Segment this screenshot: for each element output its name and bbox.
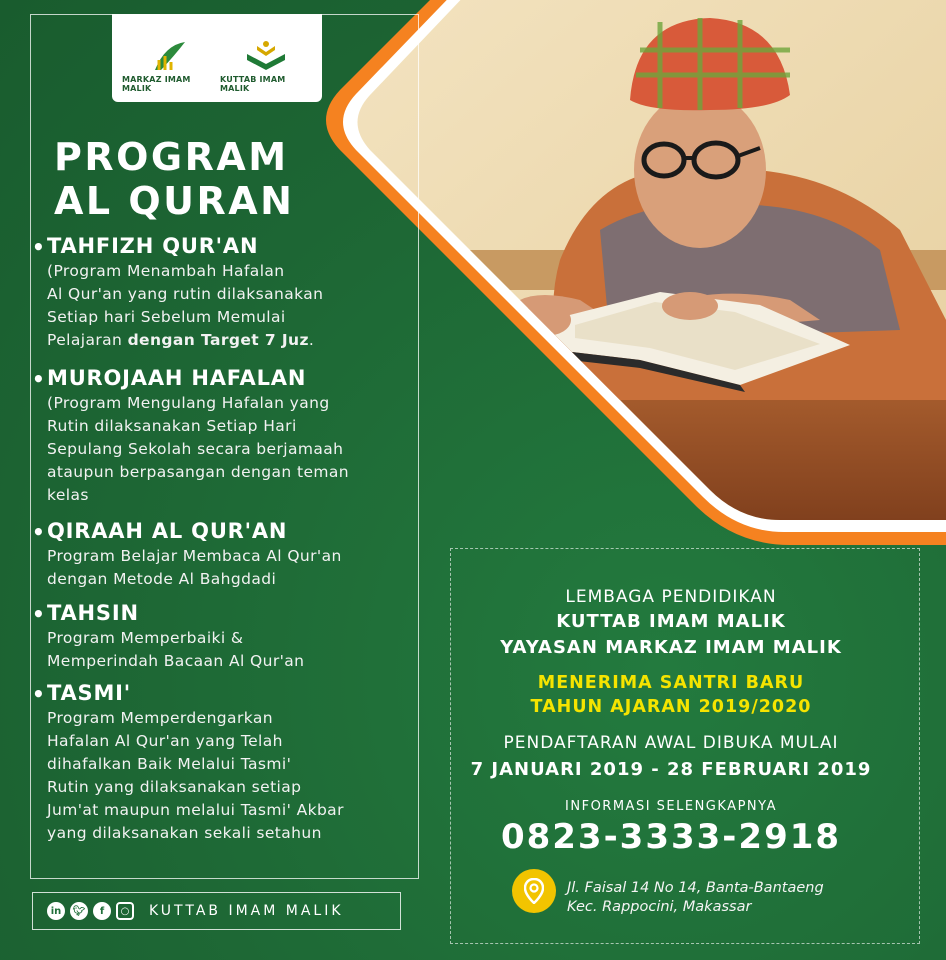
program-desc [47, 392, 415, 507]
program-name: TASMI' [47, 681, 132, 705]
markaz-logo-name: MARKAZ IMAM MALIK [122, 75, 191, 93]
twitter-icon[interactable]: 🐦︎ [70, 902, 88, 920]
desc-line: Program Belajar Membaca Al Qur'an [47, 547, 342, 565]
desc-line: Rutin dilaksanakan Setiap Hari [47, 417, 297, 435]
desc-line: Setiap hari Sebelum Memulai [47, 308, 286, 326]
program-desc [47, 260, 415, 352]
program-name: MUROJAAH HAFALAN [47, 366, 307, 390]
program-item [30, 232, 415, 352]
desc-line: Jum'at maupun melalui Tasmi' Akbar [47, 801, 344, 819]
desc-line: Hafalan Al Qur'an yang Telah [47, 732, 283, 750]
program-item [30, 517, 415, 591]
registration-dates: 7 JANUARI 2019 - 28 FEBRUARI 2019 [470, 759, 872, 780]
desc-line: dengan Metode Al Bahgdadi [47, 570, 277, 588]
desc-line: Memperindah Bacaan Al Qur'an [47, 652, 305, 670]
title-line-1: PROGRAM [54, 135, 289, 179]
info-label: INFORMASI SELENGKAPNYA [565, 799, 777, 814]
desc-line: Program Memperdengarkan [47, 709, 273, 727]
program-name: TAHFIZH QUR'AN [47, 234, 259, 258]
bullet-icon: • [32, 520, 45, 544]
quill-logo-icon [145, 40, 191, 74]
bullet-icon: • [32, 682, 45, 706]
registration-label: PENDAFTARAN AWAL DIBUKA MULAI [503, 733, 839, 753]
info-box [450, 548, 920, 944]
bullet-icon: • [32, 367, 45, 391]
bullet-icon: • [32, 235, 45, 259]
kuttab-logo [220, 28, 312, 94]
desc-line: Program Memperbaiki & [47, 629, 244, 647]
desc-line: (Program Menambah Hafalan [47, 262, 285, 280]
kuttab-logo-name: KUTTAB IMAM MALIK [220, 75, 286, 93]
bullet-icon: • [32, 602, 45, 626]
program-item [30, 364, 415, 507]
social-bar [32, 892, 401, 930]
address-line-1: Jl. Faisal 14 No 14, Banta-Bantaeng [567, 880, 824, 896]
title-line-2: AL QURAN [54, 179, 295, 223]
linkedin-icon[interactable]: in [47, 902, 65, 920]
address [567, 879, 824, 917]
desc-line: (Program Mengulang Hafalan yang [47, 394, 330, 412]
target-highlight: dengan Target 7 Juz [127, 331, 309, 349]
program-desc [47, 545, 415, 591]
desc-line: Sepulang Sekolah secara berjamaah [47, 440, 344, 458]
institution-name: KUTTAB IMAM MALIK [556, 611, 786, 632]
address-line-2: Kec. Rappocini, Makassar [567, 899, 752, 915]
desc-line: ataupun berpasangan dengan teman [47, 463, 350, 481]
academic-year: TAHUN AJARAN 2019/2020 [530, 697, 812, 717]
desc-line: yang dilaksanakan sekali setahun [47, 824, 322, 842]
instagram-icon[interactable]: ○ [116, 902, 134, 920]
desc-line: Al Qur'an yang rutin dilaksanakan [47, 285, 324, 303]
program-desc [47, 707, 415, 845]
program-desc [47, 627, 415, 673]
social-handle[interactable]: KUTTAB IMAM MALIK [149, 903, 344, 919]
desc-line: dihafalkan Baik Melalui Tasmi' [47, 755, 292, 773]
desc-line: Rutin yang dilaksanakan setiap [47, 778, 302, 796]
markaz-logo [122, 28, 214, 94]
facebook-icon[interactable]: f [93, 902, 111, 920]
desc-line: Pelajaran dengan Target 7 Juz. [47, 331, 315, 349]
program-item [30, 599, 415, 673]
logo-box [112, 14, 322, 102]
page-title [54, 135, 295, 223]
program-name: TAHSIN [47, 601, 139, 625]
phone-number[interactable]: 0823-3333-2918 [500, 817, 842, 857]
location-pin-icon [512, 869, 556, 913]
program-name: QIRAAH AL QUR'AN [47, 519, 288, 543]
open-book-logo-icon [243, 40, 289, 74]
institution-label: LEMBAGA PENDIDIKAN [565, 587, 777, 607]
foundation-name: YAYASAN MARKAZ IMAM MALIK [500, 637, 842, 658]
admission-headline: MENERIMA SANTRI BARU [537, 673, 805, 693]
desc-line: kelas [47, 486, 89, 504]
program-list [30, 232, 415, 845]
program-item [30, 679, 415, 845]
